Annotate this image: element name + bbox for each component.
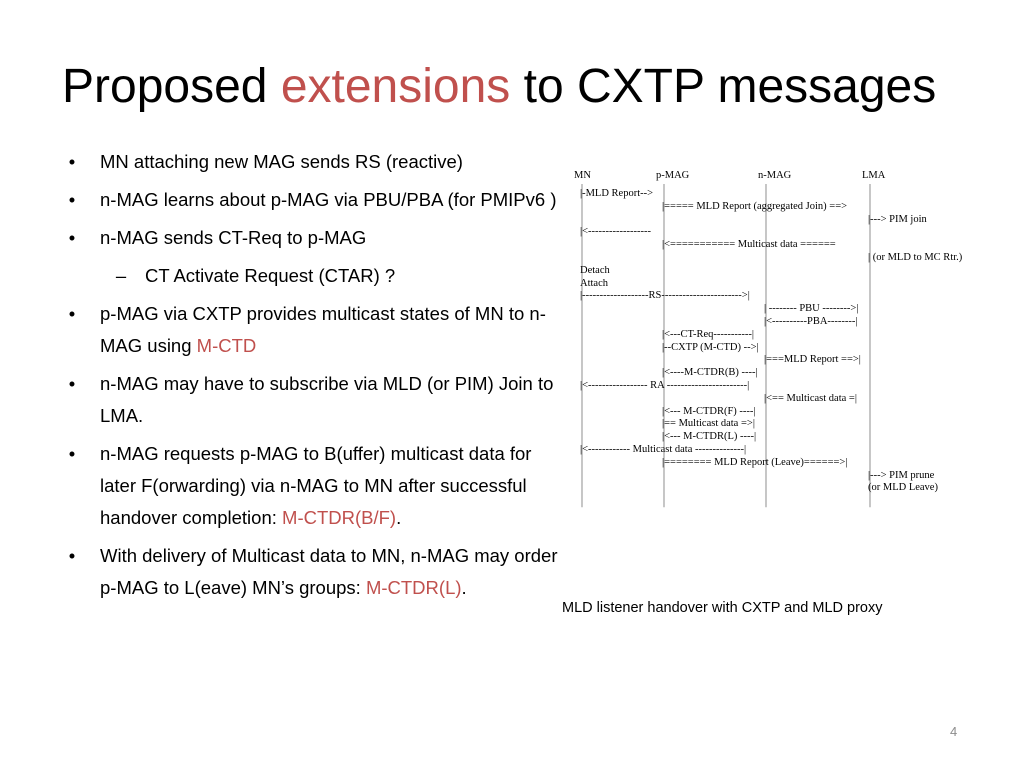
bullet-marker-icon: • (68, 373, 76, 394)
diagram-message: |<--- M-CTDR(L) ----| (662, 431, 757, 443)
bullet-text: . (461, 577, 467, 598)
diagram-message: Detach (580, 264, 610, 276)
diagram-message: |======== MLD Report (Leave)======>| (662, 456, 848, 468)
slide-title-text-2: to CXTP messages (510, 60, 937, 113)
bullet-text: n-MAG requests p-MAG to B(uffer) multicast data for later F(orwarding) via n-MAG to MN after successful handover completion: (100, 443, 532, 528)
diagram-message: |== Multicast data =>| (662, 418, 755, 430)
bullet-text: n-MAG sends CT-Req to p-MAG (100, 227, 367, 248)
diagram-message: |<---CT-Req-----------| (662, 328, 754, 340)
diagram-message: |<----------PBA--------| (764, 316, 858, 327)
diagram-message: |<------------ Multicast data --------------| (580, 444, 747, 455)
bullet-message-name: M-CTDR(L) (365, 577, 462, 598)
bullet-item (62, 438, 562, 534)
diagram-message: |-------------------RS----------------------->| (580, 290, 750, 302)
diagram-message: |-MLD Report--> (580, 188, 654, 199)
bullet-text: n-MAG learns about p-MAG via PBU/PBA (for PMIPv6 ) (100, 189, 557, 210)
slide-title (62, 56, 936, 118)
dash-marker-icon: – (115, 265, 127, 286)
diagram-message: (or MLD Leave) (868, 482, 938, 494)
bullet-text: n-MAG may have to subscribe via MLD (or PIM) Join to LMA. (100, 373, 554, 426)
diagram-message: |===MLD Report ==>| (764, 354, 861, 366)
bullet-marker-icon: • (68, 227, 76, 248)
bullet-message-name: M-CTDR(B/F) (282, 507, 397, 528)
diagram-message: |--CXTP (M-CTD) -->| (662, 341, 759, 353)
diagram-message: |---> PIM prune (868, 469, 935, 481)
page-number: 4 (950, 724, 958, 739)
diagram-message: |<--- M-CTDR(F) ----| (662, 405, 756, 417)
bullet-text: . (396, 507, 402, 528)
bullet-marker-icon: • (68, 151, 76, 172)
lifeline-header-n-mag: n-MAG (758, 170, 792, 181)
bullet-marker-icon: • (68, 303, 76, 324)
diagram-message: |<----------------- RA -----------------------| (580, 380, 750, 391)
bullet-item (62, 298, 562, 362)
bullet-item (62, 184, 562, 216)
diagram-message: | -------- PBU -------->| (764, 303, 859, 315)
bullet-marker-icon: • (68, 545, 76, 566)
bullet-text: p-MAG via CXTP provides multicast states of MN to n-MAG using (100, 303, 546, 356)
slide-title-accent: extensions (280, 60, 511, 113)
diagram-message: |<== Multicast data =| (764, 392, 857, 404)
bullet-item (62, 222, 562, 254)
bullet-list (62, 146, 562, 610)
bullet-marker-icon: • (68, 189, 76, 210)
sequence-diagram (558, 168, 988, 578)
diagram-caption: MLD listener handover with CXTP and MLD proxy (562, 600, 883, 616)
lifeline-header-p-mag: p-MAG (656, 170, 690, 181)
diagram-message: |<=========== Multicast data ====== (662, 239, 836, 251)
diagram-message: | (or MLD to MC Rtr.) (868, 252, 963, 263)
bullet-item (62, 540, 562, 604)
bullet-marker-icon: • (68, 443, 76, 464)
diagram-message: |<------------------ (580, 226, 651, 238)
bullet-text: MN attaching new MAG sends RS (reactive) (100, 151, 463, 172)
diagram-message: |---> PIM join (868, 213, 927, 225)
lifeline-header-mn: MN (574, 170, 591, 181)
diagram-message: |<----M-CTDR(B) ----| (662, 367, 758, 379)
bullet-text: CT Activate Request (CTAR) ? (145, 265, 396, 286)
slide-title-text-1: Proposed (62, 60, 281, 113)
bullet-item (62, 146, 562, 178)
diagram-message: Attach (580, 277, 608, 289)
sub-bullet-item (62, 260, 562, 292)
bullet-message-name: M-CTD (196, 335, 257, 356)
bullet-item (62, 368, 562, 432)
diagram-message: |===== MLD Report (aggregated Join) ==> (662, 200, 848, 212)
bullet-text: With delivery of Multicast data to MN, n-MAG may order p-MAG to L(eave) MN’s groups: (100, 545, 558, 598)
lifeline-header-lma: LMA (862, 170, 886, 181)
